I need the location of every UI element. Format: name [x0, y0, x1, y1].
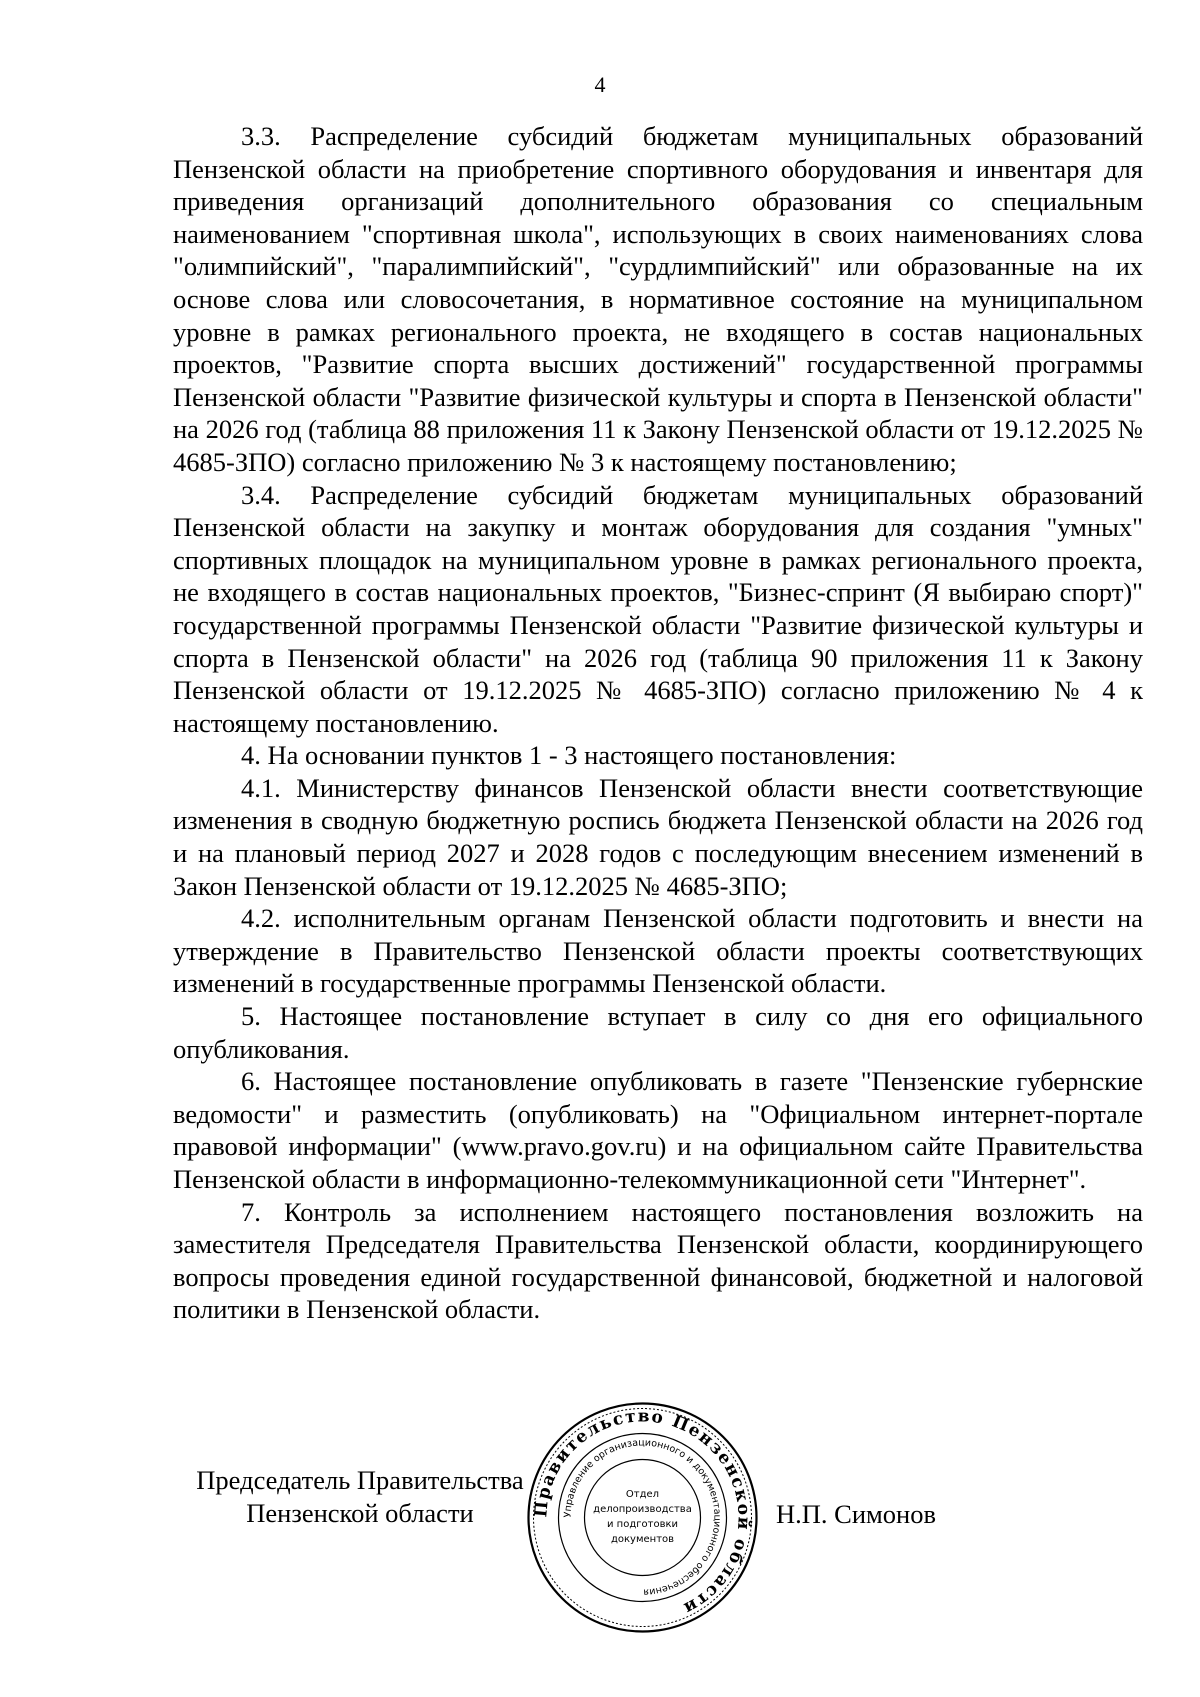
- signatory-title-line-1: Председатель Правительства: [196, 1465, 524, 1495]
- paragraph-3-4: 3.4. Распределение субсидий бюджетам муниципальных образований Пензенской области на закупку и монтаж оборудования для создания "умных" спортивных площадок на муниципальном уровне в рамках регионального проекта, не входящего в состав национальных проектов, "Бизнес-спринт (Я выбираю спорт)" государственной программы Пензенской области "Развитие физической культуры и спорта в Пензенской области" на 2026 год (таблица 90 приложения 11 к Закону Пензенской области от 19.12.2025 № 4685-ЗПО) согласно приложению № 4 к настоящему постановлению.: [173, 479, 1143, 738]
- paragraph-4-2: 4.2. исполнительным органам Пензенской области подготовить и внести на утверждение в Правительство Пензенской области проекты соответствующих изменений в государственные программы Пензенской области.: [173, 903, 1143, 999]
- seal-inner-text: Управление организационного и документационного обеспечения: [562, 1437, 723, 1598]
- paragraph-7: 7. Контроль за исполнением настоящего постановления возложить на заместителя Председателя Правительства Пензенской области, координирующего вопросы проведения единой государственной финансовой, бюджетной и налоговой политики в Пензенской области.: [173, 1196, 1143, 1325]
- seal-center-line-4: документов: [610, 1534, 675, 1545]
- signatory-title-line-2: Пензенской области: [246, 1498, 474, 1528]
- signatory-title: [180, 1464, 540, 1530]
- seal-middle-ring: [559, 1434, 727, 1602]
- document-body: [173, 120, 1143, 1326]
- paragraph-3-3: 3.3. Распределение субсидий бюджетам муниципальных образований Пензенской области на приобретение спортивного оборудования и инвентаря для приведения организаций дополнительного образования со специальным наименованием "спортивная школа", использующих в своих наименованиях слова "олимпийский", "паралимпийский", "сурдлимпийский" или образованные на их основе слова или словосочетания, в нормативное состояние на муниципальном уровне в рамках регионального проекта, не входящего в состав национальных проектов, "Развитие спорта высших достижений" государственной программы Пензенской области "Развитие физической культуры и спорта в Пензенской области" на 2026 год (таблица 88 приложения 11 к Закону Пензенской области от 19.12.2025 № 4685-ЗПО) согласно приложению № 3 к настоящему постановлению;: [173, 121, 1143, 477]
- seal-outer-text: Правительство Пензенской области: [531, 1406, 754, 1619]
- page-number: 4: [594, 72, 606, 97]
- paragraph-4-1: 4.1. Министерству финансов Пензенской области внести соответствующие изменения в сводную бюджетную роспись бюджета Пензенской области на 2026 год и на плановый период 2027 и 2028 годов с последующим внесением изменений в Закон Пензенской области от 19.12.2025 № 4685-ЗПО;: [173, 772, 1143, 901]
- seal-center-line-2: делопроизводства: [593, 1504, 692, 1515]
- paragraph-6: 6. Настоящее постановление опубликовать в газете "Пензенские губернские ведомости" и разместить (опубликовать) на "Официальном интернет-портале правовой информации" (www.pravo.gov.ru) и на официальном сайте Правительства Пензенской области в информационно-телекоммуникационной сети "Интернет".: [173, 1066, 1143, 1194]
- seal-center-line-3: и подготовки: [607, 1519, 678, 1530]
- signature-block: [150, 1406, 1150, 1668]
- paragraph-5: 5. Настоящее постановление вступает в силу со дня его официального опубликования.: [173, 1001, 1143, 1064]
- seal-inner-ring: [585, 1460, 701, 1576]
- signatory-name: Н.П. Симонов: [776, 1499, 936, 1529]
- seal-graphic: [525, 1400, 760, 1635]
- paragraph-4: 4. На основании пунктов 1 - 3 настоящего постановления:: [241, 740, 897, 771]
- seal-center-line-1: Отдел: [625, 1489, 660, 1500]
- official-seal: [525, 1400, 760, 1635]
